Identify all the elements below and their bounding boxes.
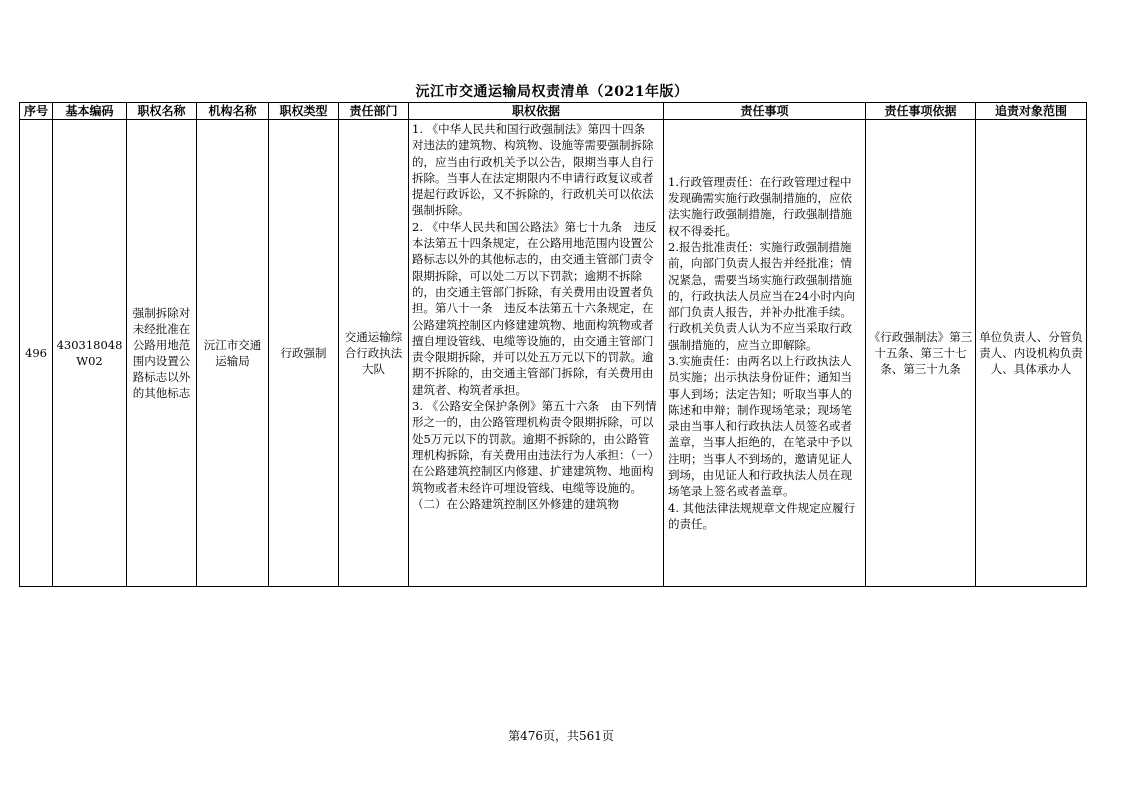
cell-code: 430318048W02 [53, 120, 127, 587]
basis-item: （二）在公路建筑控制区外修建的建筑物 [412, 496, 619, 511]
cell-number: 496 [20, 120, 53, 587]
duty-list-table [19, 102, 1087, 587]
column-header-basis: 职权依据 [409, 103, 664, 120]
cell-duties [664, 120, 866, 587]
cell-basis [409, 120, 664, 587]
cell-accountability: 单位负责人、分管负责人、内设机构负责人、具体承办人 [976, 120, 1087, 587]
cell-power-name: 强制拆除对未经批准在公路用地范围内设置公路标志以外的其他标志 [127, 120, 197, 587]
column-header-agency: 机构名称 [197, 103, 269, 120]
column-header-duties: 责任事项 [664, 103, 866, 120]
duty-item: 4. 其他法律法规规章文件规定应履行的责任。 [668, 500, 856, 531]
duty-item: 1.行政管理责任：在行政管理过程中发现确需实施行政强制措施的，应依法实施行政强制措施，行政强制措施权不得委托。 [668, 174, 852, 238]
column-header-department: 责任部门 [339, 103, 409, 120]
cell-agency: 沅江市交通运输局 [197, 120, 269, 587]
basis-item: 1. 《中华人民共和国行政强制法》第四十四条 对违法的建筑物、构筑物、设施等需要强制拆除的，应当由行政机关予以公告，限期当事人自行拆除。当事人在法定期限内不申请行政复议或者提起行政诉讼，又不拆除的，行政机关可以依法强制拆除。 [412, 122, 657, 218]
page-number-footer: 第476页，共561页 [508, 729, 614, 743]
cell-department: 交通运输综合行政执法大队 [339, 120, 409, 587]
cell-duty-basis: 《行政强制法》第三十五条、第三十七条、第三十九条 [866, 120, 976, 587]
duty-item: 2.报告批准责任：实施行政强制措施前，向部门负责人报告并经批准；情况紧急，需要当场实施行政强制措施的，行政执法人员应当在24小时内向部门负责人报告，并补办批准手续。行政机关负责人认为不应当采取行政强制措施的，应当立即解除。 [668, 239, 856, 352]
cell-power-type: 行政强制 [269, 120, 339, 587]
column-header-power-type: 职权类型 [269, 103, 339, 120]
column-header-power-name: 职权名称 [127, 103, 197, 120]
column-header-duty-basis: 责任事项依据 [866, 103, 976, 120]
document-title: 沅江市交通运输局权责清单（2021年版） [415, 84, 689, 100]
basis-item: 3. 《公路安全保护条例》第五十六条 由下列情形之一的，由公路管理机构责令限期拆除，可以处5万元以下的罚款。逾期不拆除的，由公路管理机构拆除，有关费用由违法行为人承担：（一）在公路建筑控制区内修建、扩建建筑物、地面构筑物或者未经许可埋设管线、电缆等设施的。 [412, 399, 660, 495]
column-header-number: 序号 [20, 103, 53, 120]
column-header-accountability: 追责对象范围 [976, 103, 1087, 120]
column-header-code: 基本编码 [53, 103, 127, 120]
duty-item: 3.实施责任：由两名以上行政执法人员实施；出示执法身份证件；通知当事人到场；法定告知；听取当事人的陈述和申辩；制作现场笔录；现场笔录由当事人和行政执法人员签名或者盖章，当事人拒绝的，在笔录中予以注明；当事人不到场的，邀请见证人到场，由见证人和行政执法人员在现场笔录上签名或者盖章。 [668, 354, 852, 499]
basis-item: 2. 《中华人民共和国公路法》第七十九条 违反本法第五十四条规定，在公路用地范围内设置公路标志以外的其他标志的，由交通主管部门责令限期拆除，可以处二万以下罚款；逾期不拆除的，由交通主管部门拆除，有关费用由设置者负担。第八十一条 违反本法第五十六条规定，在公路建筑控制区内修建建筑物、地面构筑物或者擅自埋设管线、电缆等设施的，由交通主管部门责令限期拆除，并可以处五万元以下的罚款。逾期不拆除的，由交通主管部门拆除，有关费用由建筑者、构筑者承担。 [412, 219, 657, 397]
table-header-row [20, 103, 1087, 120]
table-row [20, 120, 1087, 587]
